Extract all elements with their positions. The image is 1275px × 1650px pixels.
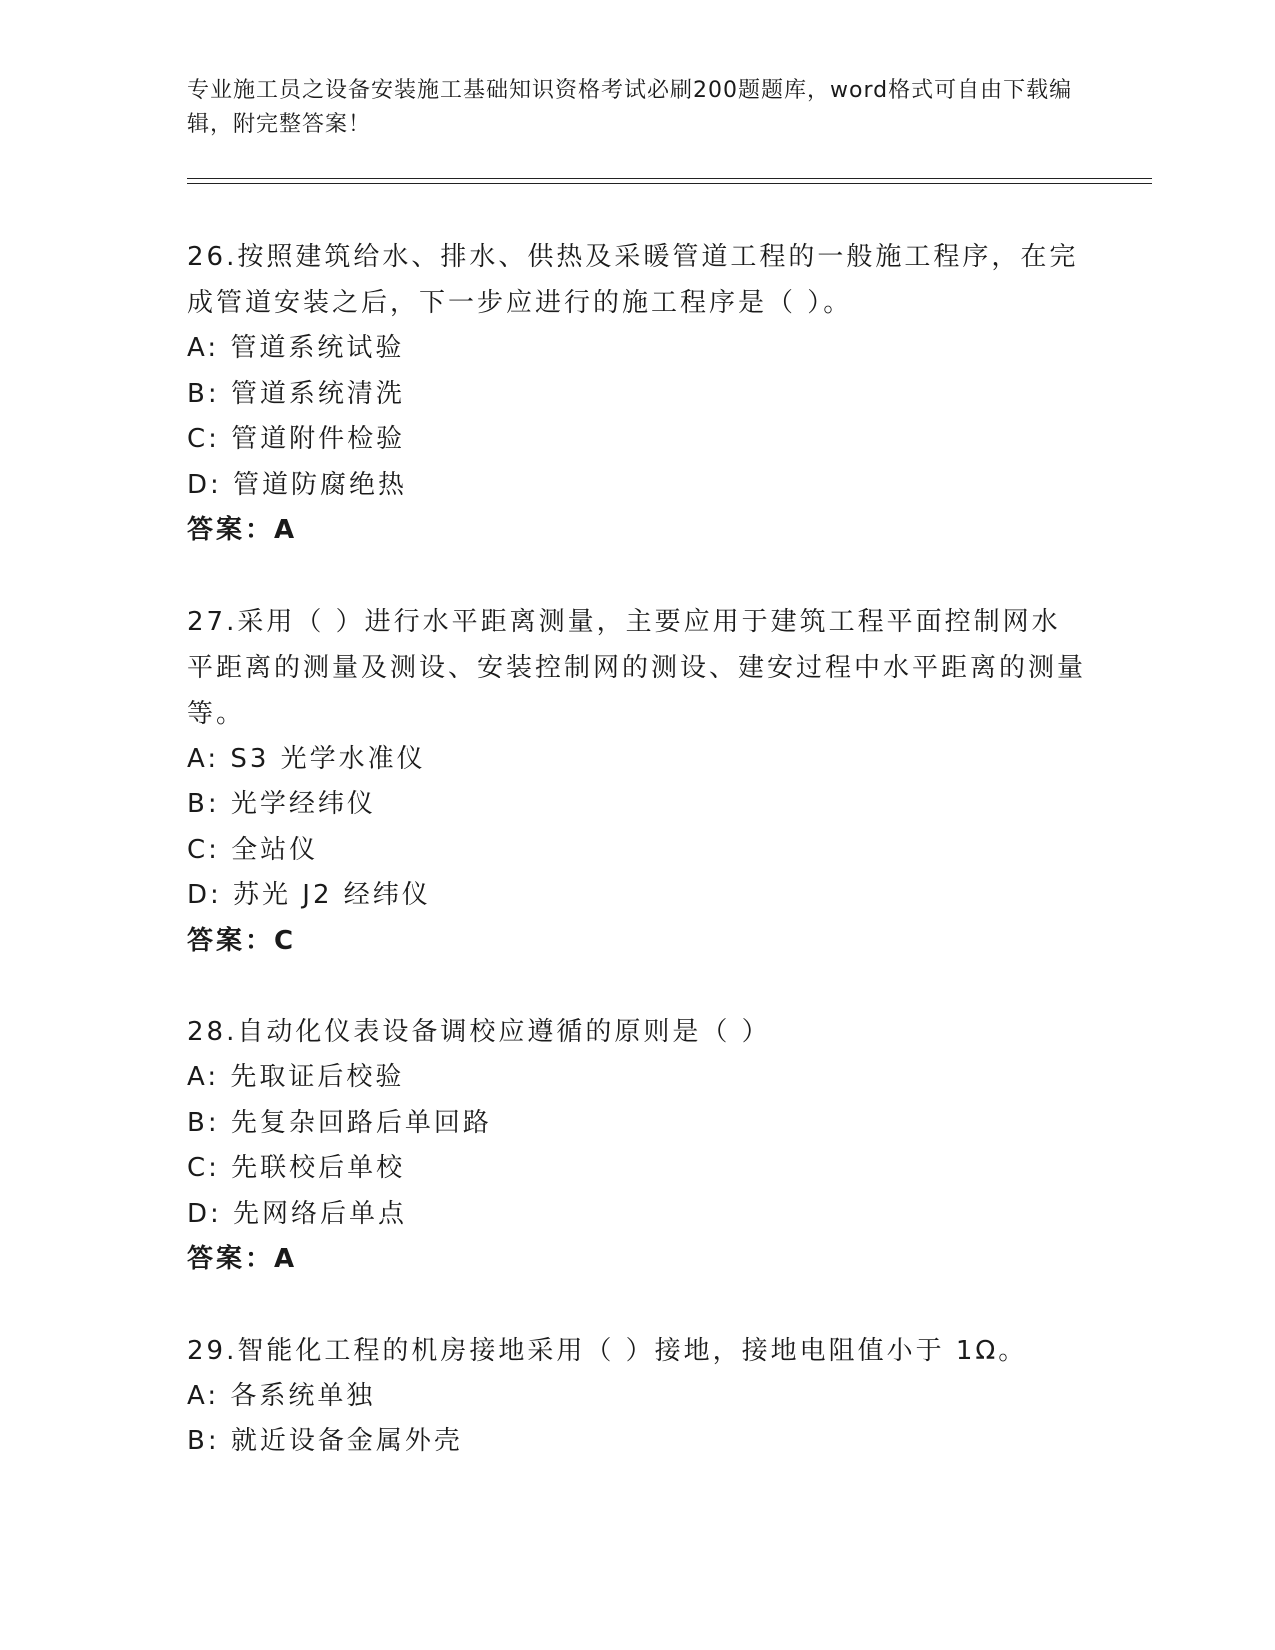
option-c: C: 管道附件检验 (187, 424, 406, 454)
question-29 (187, 1328, 1087, 1465)
question-text: 28.自动化仪表设备调校应遵循的原则是（ ） (187, 1017, 771, 1047)
option-b: B: 光学经纬仪 (187, 789, 376, 819)
option-a: A: 各系统单独 (187, 1380, 376, 1411)
answer: 答案：C (187, 925, 297, 956)
option-a: A: 管道系统试验 (187, 333, 405, 363)
option-b: B: 先复杂回路后单回路 (187, 1107, 492, 1138)
answer: 答案：A (187, 515, 298, 545)
question-list (187, 234, 1087, 1510)
question-text: 29.智能化工程的机房接地采用（ ）接地，接地电阻值小于 1Ω。 (187, 1335, 1028, 1366)
option-b: B: 管道系统清洗 (187, 378, 405, 409)
question-text: 27.采用（ ）进行水平距离测量，主要应用于建筑工程平面控制网水平距离的测量及测设、安装控制网的测设、建安过程中水平距离的测量等。 (187, 606, 1087, 729)
header-rule-top (187, 178, 1152, 179)
option-d: D: 管道防腐绝热 (187, 469, 408, 500)
question-text: 26.按照建筑给水、排水、供热及采暖管道工程的一般施工程序，在完成管道安装之后，下一步应进行的施工程序是（ ）。 (187, 242, 1079, 318)
option-a: A: 先取证后校验 (187, 1062, 405, 1092)
option-b: B: 就近设备金属外壳 (187, 1426, 463, 1456)
answer: 答案：A (187, 1244, 298, 1274)
document-header: 专业施工员之设备安装施工基础知识资格考试必刷200题题库，word格式可自由下载编辑，附完整答案！ (187, 78, 1073, 137)
option-d: D: 先网络后单点 (187, 1198, 408, 1229)
header-rule-bottom (187, 183, 1152, 184)
option-c: C: 全站仪 (187, 834, 319, 865)
question-26 (187, 234, 1087, 554)
question-28 (187, 1009, 1087, 1283)
option-c: C: 先联校后单校 (187, 1153, 406, 1183)
option-d: D: 苏光 J2 经纬仪 (187, 880, 431, 910)
question-27 (187, 599, 1087, 965)
option-a: A: S3 光学水准仪 (187, 743, 426, 774)
